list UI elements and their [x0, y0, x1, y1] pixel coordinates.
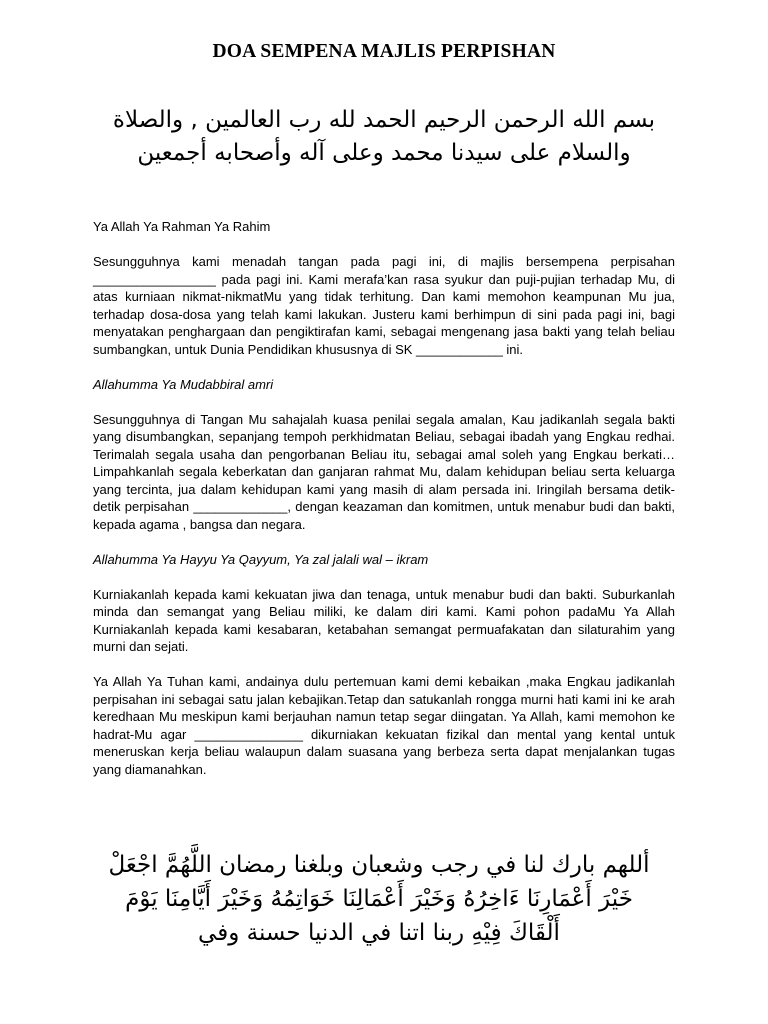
- document-body: [93, 218, 675, 796]
- document-title: DOA SEMPENA MAJLIS PERPISHAN: [212, 41, 556, 62]
- invocation-line: Allahumma Ya Mudabbiral amri: [93, 376, 274, 392]
- paragraph-farewell: Ya Allah Ya Tuhan kami, andainya dulu pertemuan kami demi kebaikan ,maka Engkau jadikanlah perpisahan ini sebagai satu jalan kebajikan.Tetap dan satukanlah rongga murni hati kami ini ke arah keredhaan Mu meskipun kami berjauhan namun tetap segar diingatan. Ya Allah, kami memohon ke hadrat-Mu agar _______________ dikurniakan kekuatan fizikal dan mental yang kental untuk meneruskan kerja beliau walaupun dalam suasana yang berbeza serta dapat menjalankan tugas yang diamanahkan.: [93, 674, 675, 777]
- paragraph-blessing: Sesungguhnya di Tangan Mu sahajalah kuasa penilai segala amalan, Kau jadikanlah segala bakti yang disumbangkan, sepanjang tempoh perkhidmatan Beliau, sebagai ibadah yang Engkau redhai. Terimalah segala usaha dan pengorbanan Beliau itu, sebagai amal soleh yang Engkau berkati… Limpahkanlah segala keberkatan dan ganjaran rahmat Mu, dalam kehidupan beliau serta keluarga yang tercinta, jua dalam kehidupan kami yang masih di alam persada ini. Iringilah bersama detik-detik perpisahan _____________, dengan keazaman dan komitmen, untuk menabur budi dan bakti, kepada agama , bangsa dan negara.: [93, 411, 675, 532]
- arabic-closing-prayer: أللهم بارك لنا في رجب وشعبان وبلغنا رمضان اللَّهُمَّ اجْعَلْ خَيْرَ أَعْمَارِنَا ءَاخِرُهُ وَخَيْرَ أَعْمَالِنَا خَوَاتِمُهُ وَخَيْرَ أَيَّامِنَا يَوْمَ أَلْقَاكَ فِيْهِ ربنا اتنا في الدنيا حسنة وفي: [108, 852, 650, 946]
- paragraph-strength: Kurniakanlah kepada kami kekuatan jiwa dan tenaga, untuk menabur budi dan bakti. Suburkanlah minda dan semangat yang Beliau miliki, ke dalam diri kami. Kami pohon padaMu Ya Allah Kurniakanlah kepada kami kesabaran, ketabahan semangat permuafakatan dan silaturahim yang murni dan sejati.: [93, 586, 675, 654]
- paragraph-opening: Sesungguhnya kami menadah tangan pada pagi ini, di majlis bersempena perpisahan _________________ pada pagi ini. Kami merafa’kan rasa syukur dan puji-pujian terhadap Mu, di atas kurniaan nikmat-nikmatMu yang tidak terhitung. Dan kami memohon keampunan Mu jua, terhadap dosa-dosa yang telah kami lakukan. Justeru kami berhimpun di sini pada pagi ini, bagi menyatakan penghargaan dan pengiktirafan kami, sebagai mengenang jasa bakti yang telah beliau sumbangkan, untuk Dunia Pendidikan khususnya di SK ____________ ini.: [93, 254, 675, 357]
- invocation-line: Allahumma Ya Hayyu Ya Qayyum, Ya zal jalali wal – ikram: [93, 551, 429, 567]
- arabic-opening-prayer: بسم الله الرحمن الرحيم الحمد لله رب العالمين , والصلاة والسلام على سيدنا محمد وعلى آله وأصحابه أجمعين: [112, 107, 656, 166]
- invocation-line: Ya Allah Ya Rahman Ya Rahim: [93, 219, 271, 234]
